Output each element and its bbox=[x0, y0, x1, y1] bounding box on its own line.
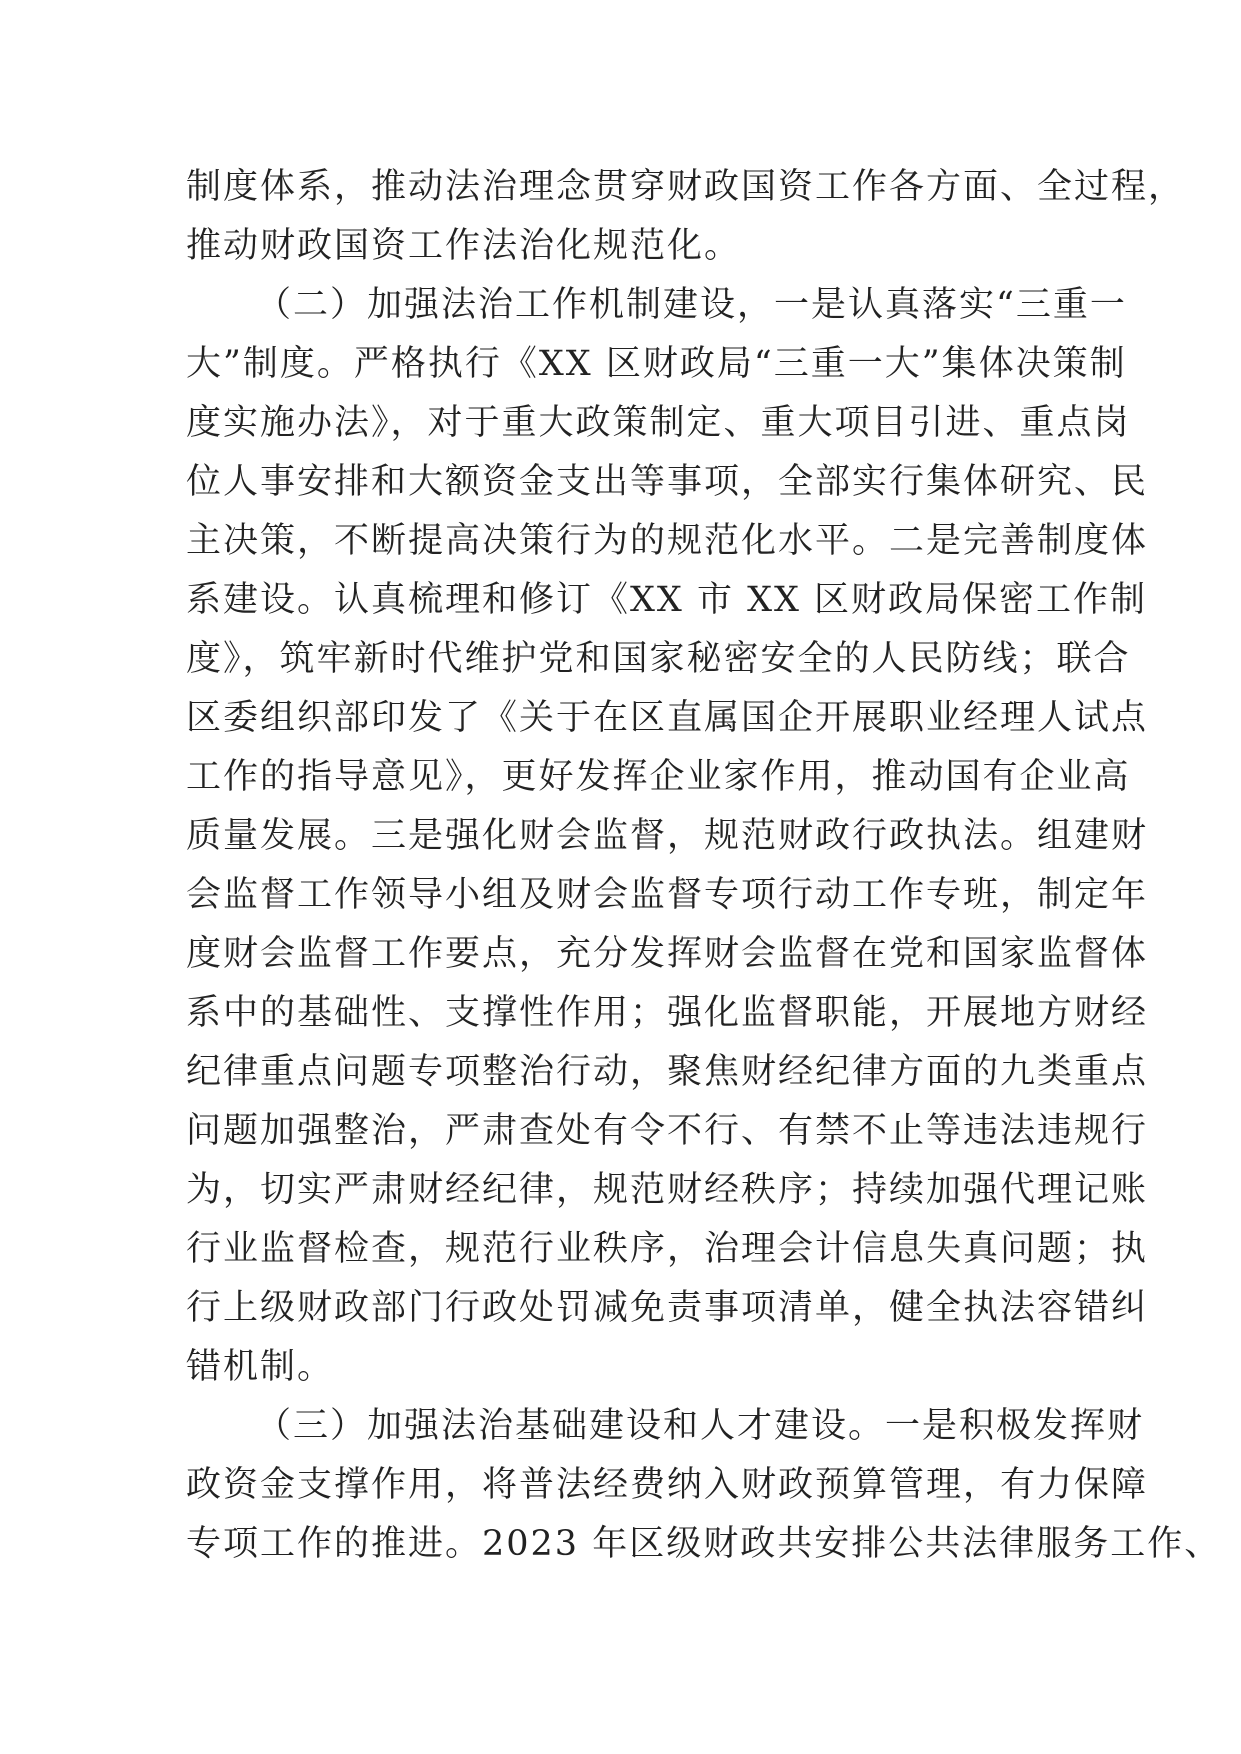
text-line: 区委组织部印发了《关于在区直属国企开展职业经理人试点 bbox=[186, 698, 1149, 738]
text-line: 错机制。 bbox=[186, 1347, 335, 1387]
text-line: 工作的指导意见》，更好发挥企业家作用，推动国有企业高 bbox=[186, 757, 1131, 797]
section-heading-line: （三）加强法治基础建设和人才建设。一是积极发挥财 bbox=[256, 1406, 1145, 1446]
text-line: 专项工作的推进。2023 年区级财政共安排公共法律服务工作、 bbox=[186, 1524, 1222, 1564]
paragraph-2 bbox=[186, 276, 1149, 1397]
text-line: 大”制度。严格执行《XX 区财政局“三重一大”集体决策制 bbox=[186, 344, 1127, 384]
text-line: 制度体系，推动法治理念贯穿财政国资工作各方面、全过程， bbox=[186, 167, 1186, 207]
text-line: 系中的基础性、支撑性作用；强化监督职能，开展地方财经 bbox=[186, 993, 1149, 1033]
paragraph-3 bbox=[186, 1397, 1222, 1574]
text-line: 主决策，不断提高决策行为的规范化水平。二是完善制度体 bbox=[186, 521, 1149, 561]
section-heading-line: （二）加强法治工作机制建设，一是认真落实“三重一 bbox=[256, 285, 1127, 325]
text-line: 会监督工作领导小组及财会监督专项行动工作专班，制定年 bbox=[186, 875, 1149, 915]
text-line: 度实施办法》，对于重大政策制定、重大项目引进、重点岗 bbox=[186, 403, 1131, 443]
text-line: 度》，筑牢新时代维护党和国家秘密安全的人民防线；联合 bbox=[186, 639, 1131, 679]
text-line: 为，切实严肃财经纪律，规范财经秩序；持续加强代理记账 bbox=[186, 1170, 1149, 1210]
text-line: 问题加强整治，严肃查处有令不行、有禁不止等违法违规行 bbox=[186, 1111, 1149, 1151]
document-body bbox=[186, 158, 1222, 1574]
paragraph-1 bbox=[186, 158, 1186, 276]
text-line: 政资金支撑作用，将普法经费纳入财政预算管理，有力保障 bbox=[186, 1465, 1149, 1505]
text-line: 推动财政国资工作法治化规范化。 bbox=[186, 226, 742, 266]
text-line: 质量发展。三是强化财会监督，规范财政行政执法。组建财 bbox=[186, 816, 1149, 856]
text-line: 行业监督检查，规范行业秩序，治理会计信息失真问题；执 bbox=[186, 1229, 1149, 1269]
text-line: 位人事安排和大额资金支出等事项，全部实行集体研究、民 bbox=[186, 462, 1149, 502]
text-line: 度财会监督工作要点，充分发挥财会监督在党和国家监督体 bbox=[186, 934, 1149, 974]
text-line: 纪律重点问题专项整治行动，聚焦财经纪律方面的九类重点 bbox=[186, 1052, 1149, 1092]
text-line: 行上级财政部门行政处罚减免责事项清单，健全执法容错纠 bbox=[186, 1288, 1149, 1328]
text-line: 系建设。认真梳理和修订《XX 市 XX 区财政局保密工作制 bbox=[186, 580, 1148, 620]
